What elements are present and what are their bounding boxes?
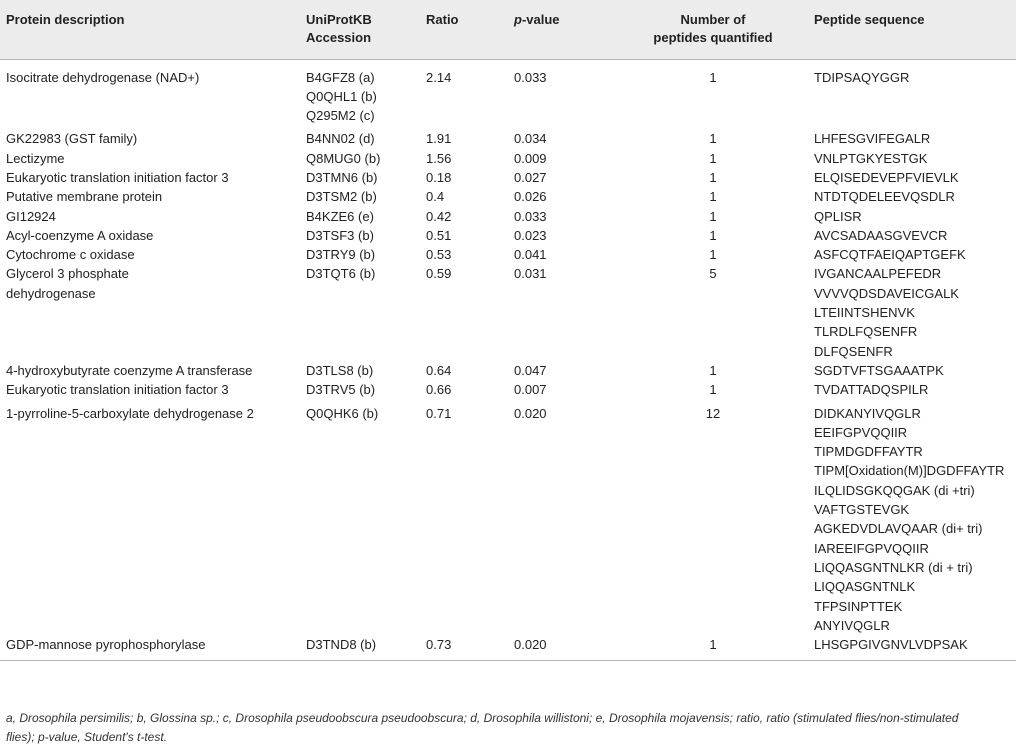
accession-cell xyxy=(300,380,420,403)
peptide-line: TLRDLFQSENFR xyxy=(814,324,918,340)
peptide-line: TFPSINPTTEK xyxy=(814,598,903,614)
peptide-line: DIDKANYIVQGLR xyxy=(814,405,921,421)
ratio-cell: 1.56 xyxy=(426,150,452,166)
accession-line: Q295M2 (c) xyxy=(306,108,375,124)
pvalue-cell: 0.034 xyxy=(514,131,547,147)
accession-cell xyxy=(300,207,420,226)
table-row xyxy=(0,149,1016,168)
protein-cell: Isocitrate dehydrogenase (NAD+) xyxy=(6,69,200,85)
protein-cell: GI12924 xyxy=(6,208,56,224)
pvalue-cell: 0.033 xyxy=(514,69,547,85)
header-accession: UniProtKB Accession xyxy=(300,0,420,59)
pvalue-cell: 0.041 xyxy=(514,247,547,263)
peptide-line: ILQLIDSGKQQGAK (di +tri) xyxy=(814,482,975,498)
table-row xyxy=(0,404,1016,636)
table-header xyxy=(0,0,1016,59)
accession-line: B4NN02 (d) xyxy=(306,131,375,147)
table-row xyxy=(0,207,1016,226)
protein-cell: 1-pyrroline-5-carboxylate dehydrogenase 2 xyxy=(6,405,254,421)
peptide-sequence-cell xyxy=(808,361,1016,380)
protein-cell: GK22983 (GST family) xyxy=(6,131,138,147)
accession-cell xyxy=(300,635,420,661)
peptide-line: IVGANCAALPEFEDR xyxy=(814,266,942,282)
peptide-line: LIQQASGNTNLKR (di + tri) xyxy=(814,559,973,575)
pvalue-cell: 0.033 xyxy=(514,208,547,224)
peptide-sequence-cell xyxy=(808,264,1016,283)
peptide-line: VNLPTGKYESTGK xyxy=(814,150,928,166)
accession-line: D3TLS8 (b) xyxy=(306,362,374,378)
peptide-sequence-cell xyxy=(808,149,1016,168)
peptide-line: VAFTGSTEVGK xyxy=(814,502,910,518)
peptide-sequence-cell xyxy=(808,404,1016,636)
pvalue-cell: 0.007 xyxy=(514,382,547,398)
table-row xyxy=(0,245,1016,264)
pvalue-cell: 0.020 xyxy=(514,405,547,421)
peptide-count-cell xyxy=(616,284,808,361)
peptide-sequence-cell xyxy=(808,226,1016,245)
ratio-cell: 0.4 xyxy=(426,189,445,205)
table-row xyxy=(0,168,1016,187)
peptide-sequence-cell xyxy=(808,284,1016,361)
accession-line: D3TQT6 (b) xyxy=(306,266,376,282)
accession-cell xyxy=(300,187,420,206)
pvalue-cell: 0.009 xyxy=(514,150,547,166)
ratio-cell: 1.91 xyxy=(426,131,452,147)
peptide-sequence-cell xyxy=(808,168,1016,187)
peptide-count-cell: 1 xyxy=(709,362,717,378)
table-row xyxy=(0,361,1016,380)
header-ratio: Ratio xyxy=(420,0,508,59)
accession-cell xyxy=(300,129,420,148)
peptide-line: EEIFGPVQQIIR xyxy=(814,424,908,440)
peptide-count-cell: 1 xyxy=(616,635,808,661)
table-row xyxy=(0,264,1016,283)
peptide-line: LHSGPGIVGNVLVDPSAK xyxy=(814,637,968,653)
peptide-sequence-cell xyxy=(808,380,1016,403)
peptide-line: AVCSADAASGVEVCR xyxy=(814,227,948,243)
protein-cell: Putative membrane protein xyxy=(6,189,163,205)
protein-cell: dehydrogenase xyxy=(6,285,96,301)
peptide-sequence-cell xyxy=(808,635,1016,661)
ratio-cell: 0.71 xyxy=(426,405,452,421)
peptide-count-cell: 5 xyxy=(709,266,717,282)
accession-line: D3TSM2 (b) xyxy=(306,189,377,205)
pvalue-cell: 0.026 xyxy=(514,189,547,205)
accession-cell xyxy=(300,284,420,361)
ratio-cell: 0.51 xyxy=(426,227,452,243)
peptide-line: ANYIVQGLR xyxy=(814,617,890,633)
accession-cell xyxy=(300,168,420,187)
pvalue-cell: 0.023 xyxy=(514,227,547,243)
protein-cell: 4-hydroxybutyrate coenzyme A transferase xyxy=(6,362,253,378)
header-number-peptides: Number of peptides quantified xyxy=(616,0,808,59)
ratio-cell xyxy=(420,284,508,361)
accession-cell xyxy=(300,226,420,245)
accession-cell xyxy=(300,149,420,168)
protein-cell: Acyl-coenzyme A oxidase xyxy=(6,227,154,243)
accession-line: B4GFZ8 (a) xyxy=(306,69,375,85)
protein-cell: Glycerol 3 phosphate xyxy=(6,266,129,282)
peptide-sequence-cell xyxy=(808,187,1016,206)
protein-cell: Lectizyme xyxy=(6,150,65,166)
footnote-line: flies); p-value, Student's t-test. xyxy=(6,730,168,744)
table-row xyxy=(0,380,1016,403)
peptide-sequence-cell xyxy=(808,245,1016,264)
table-row xyxy=(0,187,1016,206)
accession-line: D3TSF3 (b) xyxy=(306,227,374,243)
accession-line: Q0QHL1 (b) xyxy=(306,88,377,104)
table-row xyxy=(0,284,1016,361)
header-protein: Protein description xyxy=(0,0,300,59)
peptide-count-cell: 1 xyxy=(709,189,717,205)
peptide-count-cell: 1 xyxy=(709,208,717,224)
accession-line: Q8MUG0 (b) xyxy=(306,150,381,166)
accession-line: B4KZE6 (e) xyxy=(306,208,374,224)
protein-cell: Eukaryotic translation initiation factor 3 xyxy=(6,169,229,185)
pvalue-cell xyxy=(508,284,616,361)
accession-cell xyxy=(300,361,420,380)
accession-cell xyxy=(300,59,420,129)
peptide-line: IAREEIFGPVQQIIR xyxy=(814,540,929,556)
ratio-cell: 0.18 xyxy=(426,169,452,185)
header-pvalue: p-value xyxy=(508,0,616,59)
table-row xyxy=(0,635,1016,661)
accession-cell xyxy=(300,245,420,264)
accession-line: D3TRY9 (b) xyxy=(306,247,376,263)
peptide-line: TDIPSAQYGGR xyxy=(814,69,910,85)
accession-line: D3TMN6 (b) xyxy=(306,169,378,185)
peptide-line: VVVVQDSDAVEICGALK xyxy=(814,285,959,301)
ratio-cell: 2.14 xyxy=(426,69,452,85)
table-footnote xyxy=(6,709,1010,747)
peptide-line: TIPM[Oxidation(M)]DGDFFAYTR xyxy=(814,463,1005,479)
ratio-cell: 0.64 xyxy=(426,362,452,378)
peptide-sequence-cell xyxy=(808,59,1016,129)
peptide-line: TVDATTADQSPILR xyxy=(814,382,929,398)
peptide-line: AGKEDVDLAVQAAR (di+ tri) xyxy=(814,521,983,537)
accession-line: D3TRV5 (b) xyxy=(306,382,376,398)
peptide-line: DLFQSENFR xyxy=(814,343,893,359)
table-body xyxy=(0,59,1016,661)
ratio-cell: 0.42 xyxy=(426,208,452,224)
accession-line: D3TND8 (b) xyxy=(306,637,377,653)
peptide-count-cell: 1 xyxy=(709,227,717,243)
peptide-count-cell: 12 xyxy=(705,405,721,421)
peptide-line: ELQISEDEVEPFVIEVLK xyxy=(814,169,959,185)
protein-cell: Cytochrome c oxidase xyxy=(6,247,135,263)
pvalue-cell: 0.020 xyxy=(508,635,616,661)
protein-cell: GDP-mannose pyrophosphorylase xyxy=(0,635,300,661)
peptide-count-cell: 1 xyxy=(709,247,717,263)
peptide-count-cell: 1 xyxy=(709,382,717,398)
peptide-line: SGDTVFTSGAAATPK xyxy=(814,362,944,378)
peptide-line: LIQQASGNTNLK xyxy=(814,579,916,595)
header-peptide-sequence: Peptide sequence xyxy=(808,0,1016,59)
peptide-line: LTEIINTSHENVK xyxy=(814,305,915,321)
table-row xyxy=(0,226,1016,245)
table-row xyxy=(0,59,1016,129)
footnote-line: a, Drosophila persimilis; b, Glossina sp.; c, Drosophila pseudoobscura pseudoobscura; d, Drosophila willistoni; e, Drosophila mojavensis; ratio, ratio (stimulated flies/non-stimulated xyxy=(6,711,959,725)
peptide-line: TIPMDGDFFAYTR xyxy=(814,444,923,460)
peptide-count-cell: 1 xyxy=(709,131,717,147)
peptide-sequence-cell xyxy=(808,207,1016,226)
peptide-count-cell: 1 xyxy=(709,169,717,185)
ratio-cell: 0.73 xyxy=(420,635,508,661)
ratio-cell: 0.53 xyxy=(426,247,452,263)
ratio-cell: 0.59 xyxy=(426,266,452,282)
peptide-line: ASFCQTFAEIQAPTGEFK xyxy=(814,247,966,263)
ratio-cell: 0.66 xyxy=(426,382,452,398)
peptide-sequence-cell xyxy=(808,129,1016,148)
table-row xyxy=(0,129,1016,148)
accession-line: Q0QHK6 (b) xyxy=(306,405,379,421)
peptide-line: NTDTQDELEEVQSDLR xyxy=(814,189,955,205)
protein-cell: Eukaryotic translation initiation factor 3 xyxy=(6,382,229,398)
accession-cell xyxy=(300,264,420,283)
pvalue-cell: 0.027 xyxy=(514,169,547,185)
accession-cell xyxy=(300,404,420,636)
peptide-count-cell: 1 xyxy=(709,150,717,166)
peptide-line: QPLISR xyxy=(814,208,862,224)
peptide-count-cell: 1 xyxy=(709,69,717,85)
pvalue-cell: 0.031 xyxy=(514,266,547,282)
peptide-line: LHFESGVIFEGALR xyxy=(814,131,931,147)
pvalue-cell: 0.047 xyxy=(514,362,547,378)
